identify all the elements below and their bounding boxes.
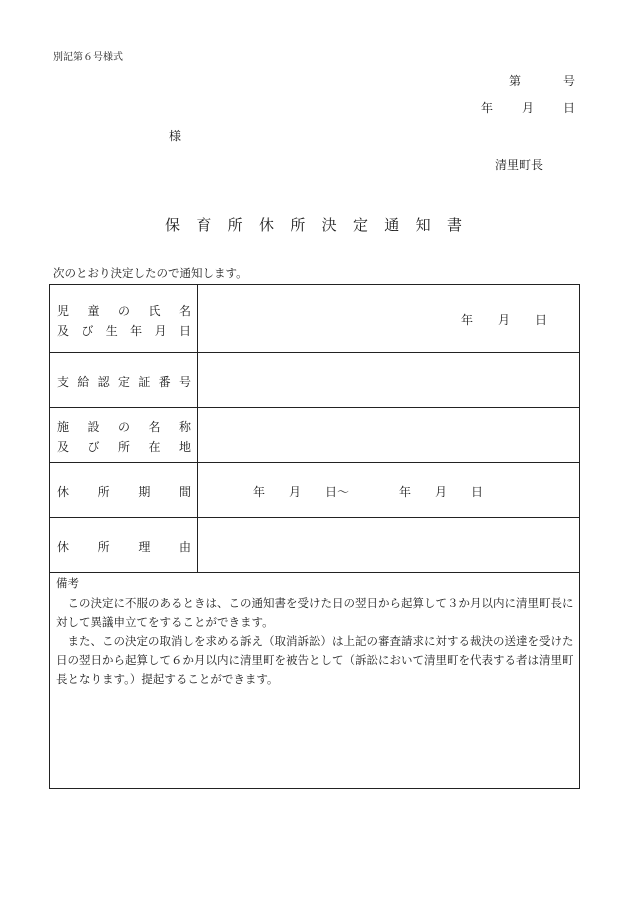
label-char: 童 xyxy=(87,304,100,318)
form-label: 別記第６号様式 xyxy=(53,52,123,63)
label-char: 及 xyxy=(57,324,70,338)
page-title xyxy=(165,214,462,235)
table-row-child-name-birthdate xyxy=(50,285,579,353)
title-char: 書 xyxy=(446,216,462,234)
label-char: 地 xyxy=(178,440,191,454)
date-year: 年 xyxy=(481,101,494,115)
label-char: 日 xyxy=(178,324,191,338)
label-char: 所 xyxy=(97,485,110,499)
document-date-line xyxy=(481,99,575,116)
remarks-line: 対して異議申立てをすることができます。 xyxy=(56,615,274,629)
label-char: 号 xyxy=(178,375,191,389)
label-char: 支 xyxy=(57,375,70,389)
remarks-line: この決定に不服のあるときは、この通知書を受けた日の翌日から起算して３か月以内に清里町長に xyxy=(56,596,574,610)
table-row-certificate-number xyxy=(50,353,579,408)
label-cell xyxy=(50,285,198,352)
label-char: 所 xyxy=(97,540,110,554)
label-char: 称 xyxy=(178,420,191,434)
remarks-paragraph-objection xyxy=(56,594,576,632)
label-char: び xyxy=(87,440,100,454)
label-char: 所 xyxy=(117,440,130,454)
issuer: 清里町長 xyxy=(495,158,544,172)
certificate-number-field[interactable] xyxy=(199,353,579,407)
date-month: 月 xyxy=(521,101,534,115)
birth-year-label: 年 xyxy=(461,313,474,327)
closure-reason-field[interactable] xyxy=(199,518,579,572)
label-char: 月 xyxy=(154,324,167,338)
label-char: 設 xyxy=(87,420,100,434)
label-char: の xyxy=(117,420,130,434)
remarks-line: また、この決定の取消しを求める訴え（取消訴訟）は上記の審査請求に対する裁決の送達を受けた xyxy=(56,634,574,648)
label-char: 年 xyxy=(130,324,143,338)
label-char: 定 xyxy=(117,375,130,389)
remarks-heading: 備考 xyxy=(56,576,79,590)
title-char: 知 xyxy=(415,216,431,234)
label-line xyxy=(57,438,191,455)
label-char: 認 xyxy=(97,375,110,389)
label-char: 氏 xyxy=(148,304,161,318)
remarks-line: 日の翌日から起算して６か月以内に清里町を被告として（訴訟において清里町を代表する者は清里町 xyxy=(56,653,574,667)
label-cell xyxy=(50,518,198,572)
label-cell xyxy=(50,353,198,407)
to-year-label: 年 xyxy=(399,485,412,499)
label-char: 名 xyxy=(178,304,191,318)
label-char: 期 xyxy=(138,485,151,499)
from-year-label: 年 xyxy=(253,485,266,499)
label-line xyxy=(57,373,191,390)
label-cell xyxy=(50,463,198,517)
document-number-line xyxy=(509,72,575,89)
title-char: 所 xyxy=(290,216,306,234)
table-row-closure-period xyxy=(50,463,579,518)
label-char: び xyxy=(81,324,94,338)
label-char: 証 xyxy=(138,375,151,389)
remarks-section xyxy=(50,573,579,788)
label-char: 児 xyxy=(57,304,70,318)
birth-day-label: 日 xyxy=(534,313,547,327)
number-prefix: 第 xyxy=(509,74,522,88)
label-char: 施 xyxy=(57,420,70,434)
period-from-field[interactable] xyxy=(253,483,349,500)
label-char: の xyxy=(117,304,130,318)
label-char: 及 xyxy=(57,440,70,454)
addressee-suffix: 様 xyxy=(169,129,182,143)
label-char: 理 xyxy=(138,540,151,554)
number-suffix: 号 xyxy=(562,74,575,88)
period-to-field[interactable] xyxy=(399,483,483,500)
title-char: 保 xyxy=(165,216,181,234)
label-line xyxy=(57,418,191,435)
intro-text: 次のとおり決定したので通知します。 xyxy=(53,266,248,280)
facility-field[interactable] xyxy=(199,408,579,462)
label-char: 在 xyxy=(148,440,161,454)
label-line xyxy=(57,322,191,339)
title-char: 育 xyxy=(196,216,212,234)
label-char: 番 xyxy=(158,375,171,389)
title-char: 決 xyxy=(321,216,337,234)
title-char: 所 xyxy=(227,216,243,234)
label-char: 給 xyxy=(77,375,90,389)
title-char: 通 xyxy=(384,216,400,234)
label-char: 休 xyxy=(57,540,70,554)
label-char: 休 xyxy=(57,485,70,499)
birth-month-label: 月 xyxy=(497,313,510,327)
to-month-label: 月 xyxy=(434,485,447,499)
label-char: 生 xyxy=(105,324,118,338)
title-char: 定 xyxy=(352,216,368,234)
title-char: 休 xyxy=(258,216,274,234)
remarks-paragraph-lawsuit xyxy=(56,632,576,689)
notice-form-table xyxy=(49,284,580,789)
label-line xyxy=(57,538,191,555)
label-char: 間 xyxy=(178,485,191,499)
from-month-label: 月 xyxy=(288,485,301,499)
birthdate-field[interactable] xyxy=(461,311,547,328)
label-cell xyxy=(50,408,198,462)
label-line xyxy=(57,302,191,319)
from-day-label: 日〜 xyxy=(324,485,349,499)
remarks-line: 長となります。）提起することができます。 xyxy=(56,672,279,686)
label-char: 名 xyxy=(148,420,161,434)
label-line xyxy=(57,483,191,500)
to-day-label: 日 xyxy=(470,485,483,499)
table-row-closure-reason xyxy=(50,518,579,573)
table-row-facility xyxy=(50,408,579,463)
label-char: 由 xyxy=(178,540,191,554)
date-day: 日 xyxy=(562,101,575,115)
